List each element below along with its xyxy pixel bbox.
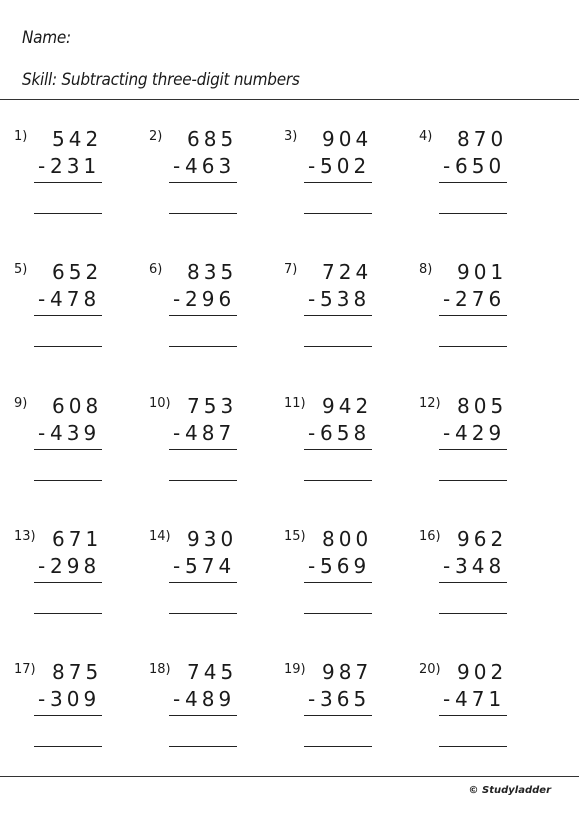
problem-15 (284, 527, 404, 627)
minus-sign: - (308, 154, 316, 178)
problem-18 (149, 660, 269, 760)
answer-line[interactable] (169, 613, 237, 614)
subtrahend-row (38, 687, 100, 711)
problem-number: 7) (284, 262, 298, 277)
subtrahend-row (443, 287, 505, 311)
operation-line (304, 182, 372, 183)
minuend: 987 (322, 660, 373, 684)
answer-line[interactable] (34, 346, 102, 347)
subtrahend: 429 (455, 421, 506, 445)
subtrahend-row (443, 421, 505, 445)
subtrahend-row (173, 687, 235, 711)
problem-16 (419, 527, 539, 627)
subtrahend: 309 (50, 687, 101, 711)
answer-line[interactable] (304, 480, 372, 481)
problem-number: 5) (14, 262, 28, 277)
minuend: 930 (187, 527, 238, 551)
minus-sign: - (173, 554, 181, 578)
problem-7 (284, 260, 404, 360)
answer-line[interactable] (439, 213, 507, 214)
skill-label: Skill: Subtracting three-digit numbers (22, 70, 300, 90)
subtrahend-row (308, 421, 370, 445)
minuend: 902 (457, 660, 508, 684)
minus-sign: - (443, 287, 451, 311)
operation-line (169, 315, 237, 316)
subtrahend-row (443, 554, 505, 578)
subtrahend: 298 (50, 554, 101, 578)
subtrahend: 574 (185, 554, 236, 578)
answer-line[interactable] (304, 613, 372, 614)
subtrahend-row (308, 287, 370, 311)
subtrahend: 231 (50, 154, 101, 178)
answer-line[interactable] (304, 346, 372, 347)
minus-sign: - (443, 154, 451, 178)
subtrahend-row (38, 154, 100, 178)
operation-line (304, 715, 372, 716)
problem-2 (149, 127, 269, 227)
operation-line (439, 315, 507, 316)
minus-sign: - (38, 421, 46, 445)
studyladder-brand: © Studyladder (468, 785, 551, 796)
problem-13 (14, 527, 134, 627)
operation-line (304, 582, 372, 583)
problem-number: 4) (419, 129, 433, 144)
subtrahend: 569 (320, 554, 371, 578)
problem-number: 11) (284, 396, 306, 411)
answer-line[interactable] (169, 213, 237, 214)
operation-line (169, 715, 237, 716)
problem-1 (14, 127, 134, 227)
minus-sign: - (38, 554, 46, 578)
operation-line (169, 449, 237, 450)
problem-number: 17) (14, 662, 36, 677)
problem-number: 15) (284, 529, 306, 544)
problem-number: 14) (149, 529, 171, 544)
problem-number: 3) (284, 129, 298, 144)
answer-line[interactable] (169, 346, 237, 347)
minuend: 962 (457, 527, 508, 551)
subtrahend: 487 (185, 421, 236, 445)
subtrahend: 538 (320, 287, 371, 311)
minus-sign: - (38, 287, 46, 311)
problem-5 (14, 260, 134, 360)
problem-number: 18) (149, 662, 171, 677)
subtrahend-row (173, 287, 235, 311)
minus-sign: - (308, 421, 316, 445)
problem-number: 6) (149, 262, 163, 277)
minus-sign: - (38, 154, 46, 178)
minus-sign: - (173, 421, 181, 445)
subtrahend-row (308, 687, 370, 711)
subtrahend: 276 (455, 287, 506, 311)
operation-line (304, 315, 372, 316)
subtrahend-row (308, 154, 370, 178)
subtrahend-row (38, 421, 100, 445)
minus-sign: - (443, 554, 451, 578)
operation-line (439, 582, 507, 583)
problem-number: 8) (419, 262, 433, 277)
minuend: 800 (322, 527, 373, 551)
problem-17 (14, 660, 134, 760)
answer-line[interactable] (439, 746, 507, 747)
answer-line[interactable] (169, 480, 237, 481)
subtrahend-row (308, 554, 370, 578)
operation-line (304, 449, 372, 450)
minuend: 753 (187, 394, 238, 418)
minus-sign: - (443, 687, 451, 711)
problem-number: 1) (14, 129, 28, 144)
answer-line[interactable] (34, 613, 102, 614)
operation-line (439, 715, 507, 716)
minus-sign: - (308, 287, 316, 311)
problem-number: 9) (14, 396, 28, 411)
minuend: 542 (52, 127, 103, 151)
minus-sign: - (173, 154, 181, 178)
problem-3 (284, 127, 404, 227)
answer-line[interactable] (439, 613, 507, 614)
problem-4 (419, 127, 539, 227)
answer-line[interactable] (304, 213, 372, 214)
minuend: 870 (457, 127, 508, 151)
subtrahend: 296 (185, 287, 236, 311)
subtrahend: 502 (320, 154, 371, 178)
operation-line (34, 715, 102, 716)
subtrahend-row (443, 154, 505, 178)
answer-line[interactable] (34, 480, 102, 481)
minuend: 942 (322, 394, 373, 418)
footer-divider (0, 776, 579, 777)
answer-line[interactable] (169, 746, 237, 747)
subtrahend: 478 (50, 287, 101, 311)
operation-line (439, 182, 507, 183)
minuend: 671 (52, 527, 103, 551)
problem-20 (419, 660, 539, 760)
minuend: 745 (187, 660, 238, 684)
minus-sign: - (38, 687, 46, 711)
minuend: 875 (52, 660, 103, 684)
subtrahend: 471 (455, 687, 506, 711)
problem-8 (419, 260, 539, 360)
minus-sign: - (308, 554, 316, 578)
problem-10 (149, 394, 269, 494)
subtrahend: 658 (320, 421, 371, 445)
subtrahend: 365 (320, 687, 371, 711)
problem-number: 16) (419, 529, 441, 544)
problem-number: 12) (419, 396, 441, 411)
answer-line[interactable] (34, 746, 102, 747)
problem-19 (284, 660, 404, 760)
problem-9 (14, 394, 134, 494)
problem-number: 13) (14, 529, 36, 544)
answer-line[interactable] (34, 213, 102, 214)
minuend: 652 (52, 260, 103, 284)
operation-line (34, 449, 102, 450)
minuend: 901 (457, 260, 508, 284)
subtrahend-row (173, 554, 235, 578)
minus-sign: - (173, 287, 181, 311)
subtrahend-row (173, 421, 235, 445)
problem-number: 20) (419, 662, 441, 677)
operation-line (439, 449, 507, 450)
problem-14 (149, 527, 269, 627)
operation-line (169, 582, 237, 583)
minus-sign: - (173, 687, 181, 711)
problem-12 (419, 394, 539, 494)
minuend: 835 (187, 260, 238, 284)
answer-line[interactable] (439, 346, 507, 347)
subtrahend: 489 (185, 687, 236, 711)
subtrahend-row (173, 154, 235, 178)
name-label: Name: (22, 28, 71, 48)
minus-sign: - (308, 687, 316, 711)
minuend: 805 (457, 394, 508, 418)
minuend: 608 (52, 394, 103, 418)
operation-line (169, 182, 237, 183)
subtrahend-row (38, 287, 100, 311)
problem-number: 19) (284, 662, 306, 677)
subtrahend-row (443, 687, 505, 711)
problem-number: 2) (149, 129, 163, 144)
problem-11 (284, 394, 404, 494)
minuend: 904 (322, 127, 373, 151)
subtrahend: 348 (455, 554, 506, 578)
operation-line (34, 182, 102, 183)
subtrahend: 650 (455, 154, 506, 178)
minuend: 724 (322, 260, 373, 284)
minuend: 685 (187, 127, 238, 151)
minus-sign: - (443, 421, 451, 445)
subtrahend: 463 (185, 154, 236, 178)
problem-6 (149, 260, 269, 360)
operation-line (34, 315, 102, 316)
answer-line[interactable] (439, 480, 507, 481)
subtrahend: 439 (50, 421, 101, 445)
operation-line (34, 582, 102, 583)
answer-line[interactable] (304, 746, 372, 747)
subtrahend-row (38, 554, 100, 578)
problem-number: 10) (149, 396, 171, 411)
